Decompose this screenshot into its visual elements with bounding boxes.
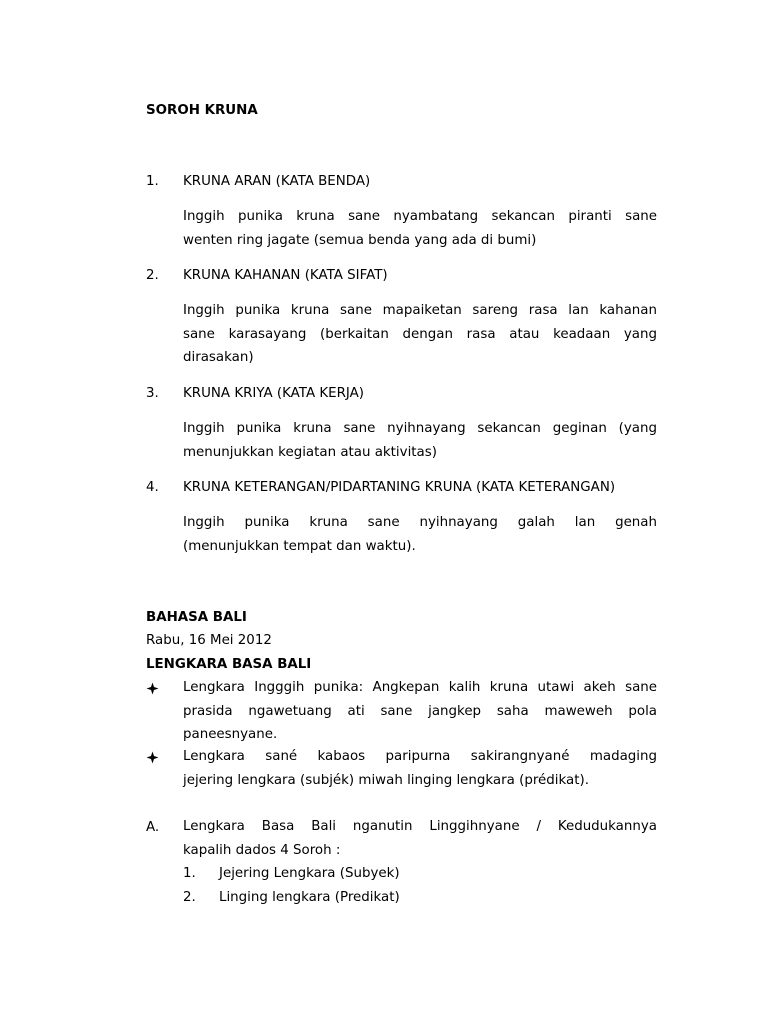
bullet-line: jejering lengkara (subjék) miwah linging lengkara (prédikat). [183,772,589,788]
diamond-bullet-icon [146,682,160,696]
description-line: sane karasayang (berkaitan dengan rasa atau keadaan yang [183,326,657,342]
point-line: kapalih dados 4 Soroh : [183,842,341,858]
description-line: Inggih punika kruna sane nyambatang sekancan piranti sane [183,209,657,224]
list-item-title: KRUNA KRIYA (KATA KERJA) [183,386,364,401]
subitem-text: Linging lengkara (Predikat) [219,890,400,905]
point-text [183,815,657,862]
list-item-number: 4. [146,480,159,495]
subitem-number: 1. [183,866,196,881]
subitem-text: Jejering Lengkara (Subyek) [219,866,400,881]
description-line: (menunjukkan tempat dan waktu). [183,538,416,554]
diamond-bullet-icon [146,751,160,765]
subitem-number: 2. [183,890,196,905]
description-line: Inggih punika kruna sane mapaiketan sareng rasa lan kahanan [183,303,657,318]
description-line: Inggih punika kruna sane nyihnayang sekancan geginan (yang [183,421,657,436]
bullet-text [183,745,657,792]
list-item-title: KRUNA KETERANGAN/PIDARTANING KRUNA (KATA KETERANGAN) [183,480,616,495]
list-item-title: KRUNA ARAN (KATA BENDA) [183,174,371,189]
list-item-description [183,511,657,558]
description-line: menunjukkan kegiatan atau aktivitas) [183,444,437,460]
document-heading: SOROH KRUNA [146,103,258,118]
section-subtitle: LENGKARA BASA BALI [146,657,312,672]
bullet-text [183,676,657,747]
list-item-description [183,299,657,370]
description-line: Inggih punika kruna sane nyihnayang galah lan genah [183,515,657,530]
list-item-number: 2. [146,268,159,283]
list-item-number: 1. [146,174,159,189]
section-date: Rabu, 16 Mei 2012 [146,633,272,648]
list-item-title: KRUNA KAHANAN (KATA SIFAT) [183,268,388,283]
bullet-line: Lengkara sané kabaos paripurna sakirangnyané madaging [183,749,657,764]
list-item-number: 3. [146,386,159,401]
description-line: wenten ring jagate (semua benda yang ada di bumi) [183,232,537,248]
point-label: A. [146,820,160,835]
section-title: BAHASA BALI [146,610,247,625]
list-item-description [183,417,657,464]
list-item-description [183,205,657,252]
point-line: Lengkara Basa Bali nganutin Linggihnyane / Kedudukannya [183,819,657,834]
bullet-line: paneesnyane. [183,727,278,742]
description-line: dirasakan) [183,350,254,365]
bullet-line: Lengkara Ingggih punika: Angkepan kalih kruna utawi akeh sane [183,680,657,695]
bullet-line: prasida ngawetuang ati sane jangkep saha maweweh pola [183,703,657,719]
